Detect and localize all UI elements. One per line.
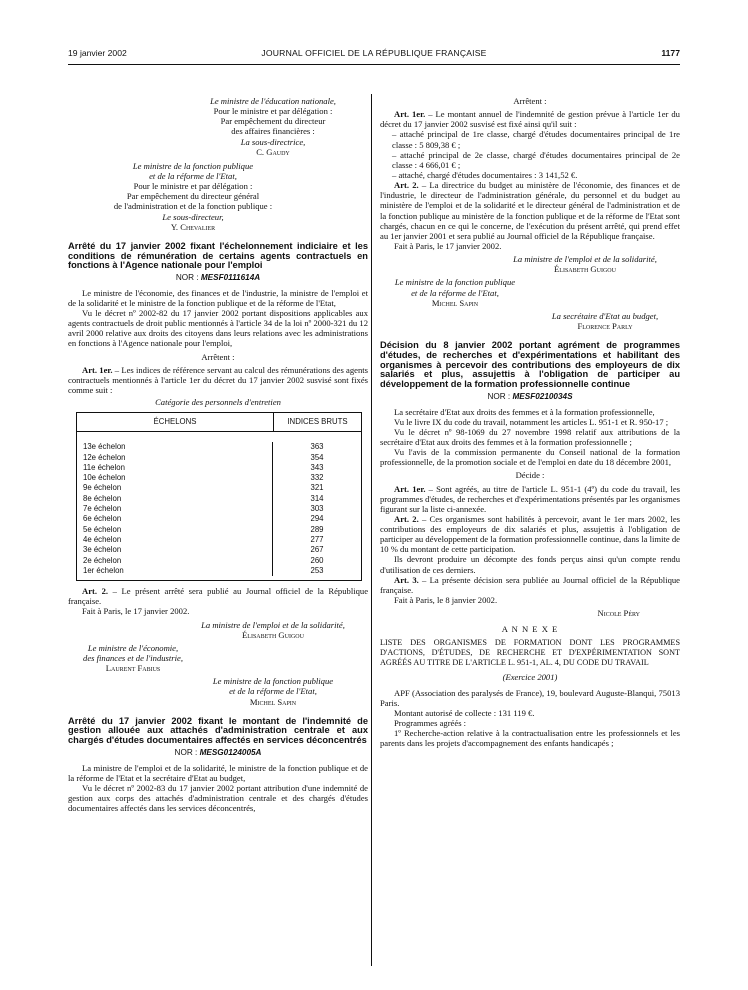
table-cell: 12e échelon — [83, 452, 126, 462]
paragraph: La ministre de l'emploi et de la solidarité, le ministre de la fonction publique et de la réforme de l'Etat et la secrétaire d'Etat au budget, — [68, 762, 368, 783]
table-cell: 11e échelon — [83, 462, 125, 472]
fait-a-paris: Fait à Paris, le 17 janvier 2002. — [394, 240, 502, 251]
paragraph: Vu le décret nº 2002-83 du 17 janvier 2002 portant attribution d'une indemnité de gestion aux corps des attachés d'administration centrale et des chargés d'études documentaires affectés dans les services déconcentrés, — [68, 782, 368, 814]
article-1: Art. 1er. – Les indices de référence servant au calcul des rémunérations des agents contractuels mentionnés à l'article 1er du décret du 17 janvier 2002 susvisé sont fixés comme suit : — [68, 364, 369, 396]
table-cell: 7e échelon — [83, 504, 122, 514]
list-item: – attaché, chargé d'études documentaires : 3 141,52 €. — [392, 169, 578, 180]
signature-budget: La secrétaire d'Etat au budget, Florence Parly — [551, 310, 659, 331]
programmes-heading: Programmes agréés : — [394, 718, 467, 729]
column-header-echelons: ÉCHELONS — [77, 413, 274, 431]
echelons-table — [76, 412, 362, 581]
paragraph: Le ministre de l'économie, des finances et de l'industrie, la ministre de l'emploi et de la solidarité et le ministre de la fonction publique et de la réforme de l'Etat, — [68, 287, 368, 308]
signature-economie: Le ministre de l'économie, des finances et de l'industrie, Laurent Fabius — [83, 642, 183, 674]
page-header — [68, 48, 680, 65]
paragraph: La secrétaire d'Etat aux droits des femmes et à la formation professionnelle, — [394, 406, 655, 417]
decision-title: Décision du 8 janvier 2002 portant agrément de programmes d'études, de recherches et d'expérimentations et habilitant des organismes à percevoir des contributions des employeurs de dix salariés et plus, assujettis à l'obligation de participer au développement de la formation professionnelle continue — [380, 340, 680, 390]
table-cell: 2e échelon — [83, 555, 122, 565]
signature-fonction-publique: Le ministre de la fonction publique et de la réforme de l'Etat, Pour le ministre et par délégation : Par empêchement du directeur général de l'administration et de la fonction publique : Le sous-directeur, Y. Chevalier — [113, 160, 273, 232]
indemnity-list — [380, 129, 680, 180]
table-cell: 267 — [310, 545, 324, 555]
montant: Montant autorisé de collecte : 131 119 €. — [394, 707, 535, 718]
signature-emploi: La ministre de l'emploi et de la solidarité, Élisabeth Guigou — [201, 619, 345, 640]
article-2: Art. 2. – Le présent arrêté sera publié au Journal officiel de la République française. — [68, 586, 369, 607]
table-cell: 294 — [310, 514, 324, 524]
paragraph: Vu l'avis de la commission permanente du Conseil national de la formation professionnelle, de la promotion sociale et de l'emploi en date du 18 décembre 2001, — [380, 447, 680, 468]
article-2: Art. 2. – Ces organismes sont habilités à percevoir, avant le 1er mars 2002, les contributions des employeurs de dix salariés et plus, assujettis à l'obligation de participer au développement de la formation professionnelle continue, dans la limite de 10 % du montant de cette participation. — [380, 513, 681, 555]
signature-education: Le ministre de l'éducation nationale, Pour le ministre et par délégation : Par empêchement du directeur des affaires financières : La sous-directrice, C. Gaudy — [210, 96, 336, 157]
signature-emploi: La ministre de l'emploi et de la solidarité, Élisabeth Guigou — [513, 254, 657, 275]
table-cell: 4e échelon — [83, 534, 122, 544]
table-body — [77, 432, 361, 580]
article-2: Art. 2. – La directrice du budget au ministère de l'économie, des finances et de l'industrie, le directeur de l'administration générale, du personnel et du budget au ministère de l'emploi et de la solidarité et le directeur général de l'administration et de la fonction publique au ministère de la fonction publique et de la réforme de l'Etat sont chargés, chacun en ce qui le concerne, de l'exécution du présent arrêté, qui prend effet au 1er janvier 2001 et sera publié au Journal officiel de la République française. — [380, 180, 680, 241]
signature-fonction-publique: Le ministre de la fonction publique et de la réforme de l'Etat, Michel Sapin — [394, 277, 516, 308]
table-cell: 289 — [310, 524, 324, 534]
arrete-1-title: Arrêté du 17 janvier 2002 fixant l'échelonnement indiciaire et les conditions de rémunération de certains agents contractuels en fonctions à l'Agence nationale pour l'emploi — [68, 240, 368, 271]
table-cell: 3e échelon — [83, 545, 122, 555]
table-cell: 363 — [310, 442, 324, 452]
column-header-indices: INDICES BRUTS — [287, 417, 348, 427]
table-cell: 303 — [310, 504, 324, 514]
organisme-apf: APF (Association des paralysés de France), 19, boulevard Auguste-Blanqui, 75013 Paris. — [380, 687, 680, 708]
arrete-2-title: Arrêté du 17 janvier 2002 fixant le montant de l'indemnité de gestion allouée aux attachés d'administration centrale et aux chargés d'études documentaires affectés en services déconcentrés — [68, 715, 368, 746]
table-cell: 10e échelon — [83, 473, 126, 483]
arretent-heading: Arrêtent : — [201, 351, 235, 362]
paragraph: Ils devront produire un décompte des fonds perçus ainsi qu'un compte rendu d'utilisation de ces derniers. — [380, 554, 680, 575]
table-cell: 1er échelon — [83, 565, 124, 575]
left-column — [68, 96, 368, 813]
exercice: (Exercice 2001) — [502, 672, 558, 683]
journal-title: JOURNAL OFFICIEL DE LA RÉPUBLIQUE FRANÇAISE — [261, 48, 487, 58]
table-cell: 277 — [310, 534, 324, 544]
table-cell: 314 — [310, 493, 324, 503]
article-1: Art. 1er. – Le montant annuel de l'indemnité de gestion prévue à l'article 1er du décret du 17 janvier 2002 susvisé est fixé ainsi qu'il suit : — [380, 109, 680, 130]
table-cell: 332 — [310, 473, 324, 483]
page-number: 1177 — [661, 48, 680, 58]
signature-pery: Nicole Péry — [597, 608, 640, 619]
table-header — [77, 413, 361, 432]
table-cell: 321 — [310, 483, 324, 493]
arrete-1-nor: NOR : MESF0111614A — [175, 273, 261, 283]
article-3: Art. 3. – La présente décision sera publiée au Journal officiel de la République française. — [380, 574, 680, 595]
echelons-column — [77, 442, 273, 576]
arrete-2-nor: NOR : MESG0124005A — [174, 747, 262, 757]
table-cell: 8e échelon — [83, 493, 122, 503]
paragraph: Vu le décret nº 98-1069 du 27 novembre 1998 relatif aux attributions de la secrétaire d'Etat aux droits des femmes et à la formation professionnelle ; — [380, 426, 680, 447]
decide-heading: Décide : — [515, 470, 545, 481]
table-cell: 5e échelon — [83, 524, 122, 534]
table-cell: 343 — [310, 462, 324, 472]
article-1: Art. 1er. – Sont agréés, au titre de l'article L. 951-1 (4º) du code du travail, les programmes d'études, de recherches et d'expérimentations présentés par les organismes figurant sur la liste ci-annexée. — [380, 483, 680, 514]
annexe-title: LISTE DES ORGANISMES DE FORMATION DONT LES PROGRAMMES D'ACTIONS, D'ÉTUDES, DE RECHERCHE ET D'EXPÉRIMENTATION SONT AGRÉÉS AU TITRE DE L'ARTICLE L. 951-1, AL. 4, DU CODE DU TRAVAIL — [380, 638, 680, 667]
table-cell: 253 — [310, 565, 324, 575]
table-caption: Catégorie des personnels d'entretien — [155, 397, 281, 408]
fait-a-paris: Fait à Paris, le 17 janvier 2002. — [82, 606, 190, 617]
column-divider — [371, 94, 372, 966]
arretent-heading: Arrêtent : — [513, 96, 547, 106]
table-cell: 9e échelon — [83, 483, 122, 493]
list-item: – attaché principal de 2e classe, chargé d'études documentaires principal de 2e classe : 4 666,01 € ; — [392, 149, 680, 170]
table-cell: 6e échelon — [83, 514, 122, 524]
annexe-heading: A N N E X E — [501, 624, 559, 635]
table-cell: 13e échelon — [83, 442, 126, 452]
paragraph: Vu le livre IX du code du travail, notamment les articles L. 951-1 et R. 950-17 ; — [394, 416, 669, 427]
header-date: 19 janvier 2002 — [68, 48, 127, 58]
signature-fonction-publique-2: Le ministre de la fonction publique et de la réforme de l'Etat, Michel Sapin — [212, 676, 334, 707]
right-column — [380, 96, 680, 748]
decision-nor: NOR : MESF0210034S — [487, 391, 573, 401]
table-cell: 260 — [310, 555, 324, 565]
programme-1: 1º Recherche-action relative à la contractualisation entre les professionnels et les parents dans les projets d'accompagnement des enfants handicapés ; — [380, 728, 680, 749]
list-item: – attaché principal de 1re classe, chargé d'études documentaires principal de 1re classe : 5 809,38 € ; — [392, 129, 680, 150]
paragraph: Vu le décret nº 2002-82 du 17 janvier 2002 portant dispositions applicables aux agents contractuels de droit public mentionnés à l'article 34 de la loi nº 2000-321 du 12 avril 2000 relative aux droits des citoyens dans leurs relations avec les administrations en fonctions à l'Agence nationale pour l'emploi, — [68, 308, 368, 349]
indices-column — [273, 442, 361, 576]
fait-a-paris: Fait à Paris, le 8 janvier 2002. — [394, 595, 498, 606]
table-cell: 354 — [310, 452, 324, 462]
